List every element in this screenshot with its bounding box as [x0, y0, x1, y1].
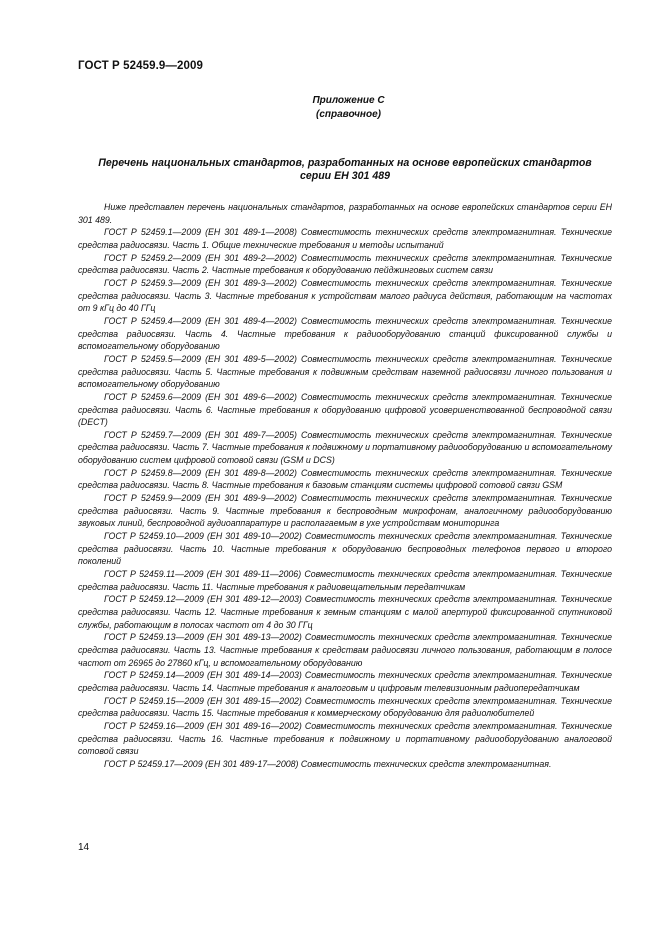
appendix-label	[0, 94, 661, 122]
appendix-title: Приложение С	[312, 95, 385, 106]
standard-entry: ГОСТ Р 52459.14—2009 (ЕН 301 489-14—2003) Совместимость технических средств электромагнитная. Технические средства радиосвязи. Часть 14. Частные требования к аналоговым и цифровым телевизионным радиопередатчикам	[78, 670, 612, 693]
standard-entry: ГОСТ Р 52459.16—2009 (ЕН 301 489-16—2002) Совместимость технических средств электромагнитная. Технические средства радиосвязи. Часть 16. Частные требования к подвижному и портативному радиооборудованию аналоговой сотовой связи	[78, 720, 612, 757]
document-code-header: ГОСТ Р 52459.9—2009	[78, 60, 203, 72]
standard-entry: ГОСТ Р 52459.6—2009 (ЕН 301 489-6—2002) Совместимость технических средств электромагнитная. Технические средства радиосвязи. Часть 6. Частные требования к оборудованию цифровой усовершенствованной беспроводной связи (DECT)	[78, 391, 612, 428]
standard-entry: ГОСТ Р 52459.17—2009 (ЕН 301 489-17—2008) Совместимость технических средств электромагнитная.	[104, 758, 552, 769]
standard-entry: ГОСТ Р 52459.2—2009 (ЕН 301 489-2—2002) Совместимость технических средств электромагнитная. Технические средства радиосвязи. Часть 2. Частные требования к оборудованию пейджинговых систем связи	[78, 252, 612, 276]
standard-entry: ГОСТ Р 52459.10—2009 (ЕН 301 489-10—2002) Совместимость технических средств электромагнитная. Технические средства радиосвязи. Часть 10. Частные требования к оборудованию беспроводных телефонов первого и второго поколений	[78, 531, 612, 567]
standard-entry: ГОСТ Р 52459.9—2009 (ЕН 301 489-9—2002) Совместимость технических средств электромагнитная. Технические средства радиосвязи. Часть 9. Частные требования к беспроводным микрофонам, аналогичному радиооборудованию звуковых линий, беспроводной аудиоаппаратуре и располагаемым в ухе устройствам мониторинга	[78, 493, 612, 529]
appendix-type: (справочное)	[316, 109, 381, 120]
section-title	[78, 157, 612, 183]
intro-paragraph: Ниже представлен перечень национальных стандартов, разработанных на основе европейских стандартов серии ЕН 301 489.	[78, 202, 612, 225]
standard-entry: ГОСТ Р 52459.3—2009 (ЕН 301 489-3—2002) Совместимость технических средств электромагнитная. Технические средства радиосвязи. Часть 3. Частные требования к устройствам малого радиуса действия, работающим на частотах от 9 кГц до 40 ГГц	[78, 277, 612, 314]
standard-entry: ГОСТ Р 52459.15—2009 (ЕН 301 489-15—2002) Совместимость технических средств электромагнитная. Технические средства радиосвязи. Часть 15. Частные требования к коммерческому оборудованию для радиолюбителей	[78, 695, 612, 719]
standard-entry: ГОСТ Р 52459.12—2009 (ЕН 301 489-12—2003) Совместимость технических средств электромагнитная. Технические средства радиосвязи. Часть 12. Частные требования к земным станциям с малой апертурой фиксированной спутниковой службы, работающим в полосах частот от 4 до 30 ГГц	[78, 594, 612, 630]
standard-entry: ГОСТ Р 52459.7—2009 (ЕН 301 489-7—2005) Совместимость технических средств электромагнитная. Технические средства радиосвязи. Часть 7. Частные требования к подвижному и портативному радиооборудованию и вспомогательному оборудованию систем цифровой сотовой связи (GSM и DCS)	[78, 429, 612, 466]
standard-entry: ГОСТ Р 52459.5—2009 (ЕН 301 489-5—2002) Совместимость технических средств электромагнитная. Технические средства радиосвязи. Часть 5. Частные требования к подвижным средствам наземной радиосвязи личного пользования и вспомогательному оборудованию	[78, 353, 612, 390]
standard-entry: ГОСТ Р 52459.1—2009 (ЕН 301 489-1—2008) Совместимость технических средств электромагнитная. Технические средства радиосвязи. Часть 1. Общие технические требования и методы испытаний	[78, 227, 612, 250]
standard-entry: ГОСТ Р 52459.13—2009 (ЕН 301 489-13—2002) Совместимость технических средств электромагнитная. Технические средства радиосвязи. Часть 13. Частные требования к средствам радиосвязи личного пользования, работающим в полосе частот от 26965 до 27860 кГц, и вспомогательному оборудованию	[78, 632, 612, 668]
standard-entry: ГОСТ Р 52459.8—2009 (ЕН 301 489-8—2002) Совместимость технических средств электромагнитная. Технические средства радиосвязи. Часть 8. Частные требования к базовым станциям системы цифровой сотовой связи GSM	[78, 467, 612, 491]
section-title-line-1: Перечень национальных стандартов, разработанных на основе европейских стандартов	[98, 157, 592, 169]
section-title-line-2: серии ЕН 301 489	[299, 170, 391, 182]
document-body	[78, 201, 612, 771]
standard-entry: ГОСТ Р 52459.4—2009 (ЕН 301 489-4—2002) Совместимость технических средств электромагнитная. Технические средства радиосвязи. Часть 4. Частные требования к радиооборудованию станций фиксированной службы и вспомогательному оборудованию	[78, 315, 612, 352]
page-number: 14	[78, 842, 90, 853]
standard-entry: ГОСТ Р 52459.11—2009 (ЕН 301 489-11—2006) Совместимость технических средств электромагнитная. Технические средства радиосвязи. Часть 11. Частные требования к радиовещательным передатчикам	[78, 569, 612, 592]
